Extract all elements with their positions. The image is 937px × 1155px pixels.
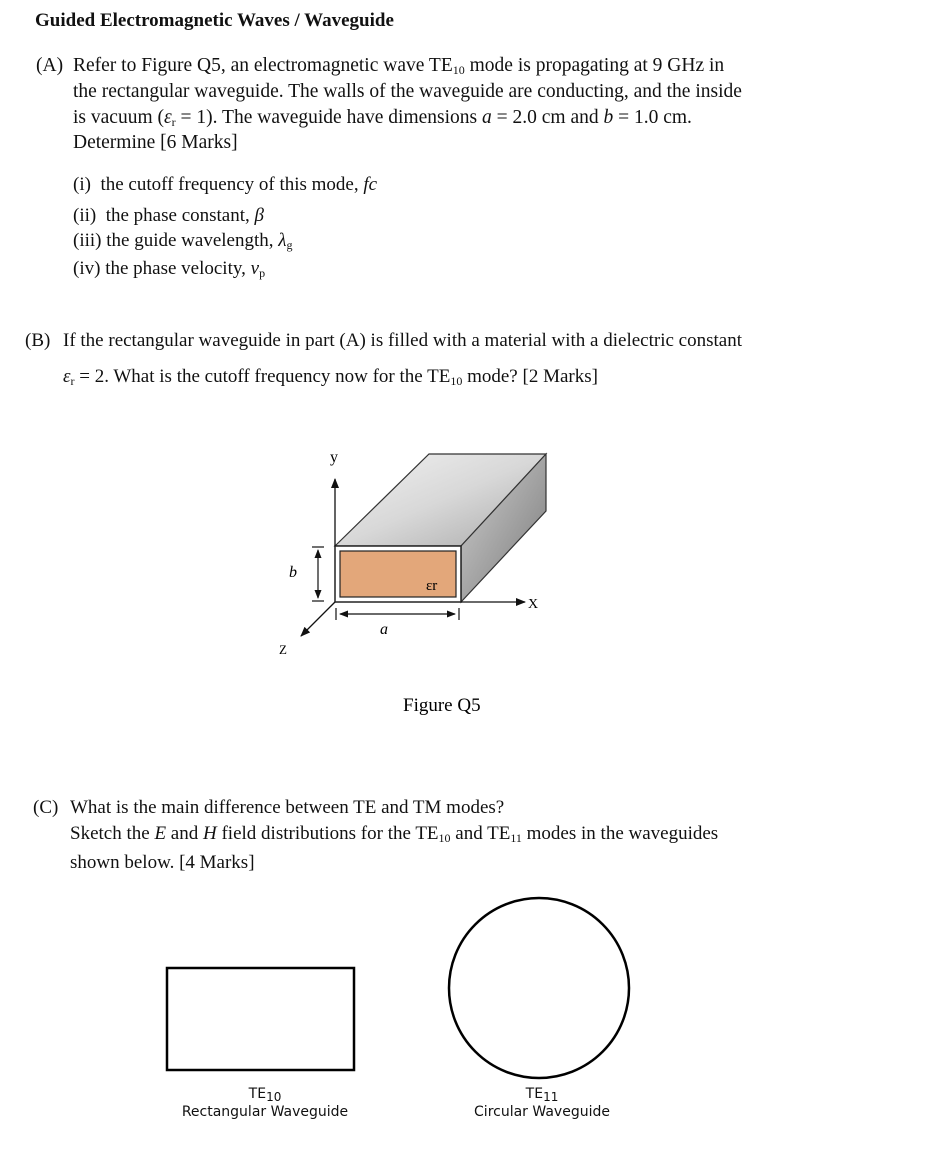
part-c-line-1: What is the main difference between TE and TM modes? <box>70 797 505 818</box>
part-a-label: (A) <box>36 55 64 76</box>
part-a-item-iii: (iii) the guide wavelength, $\lambda_g$ <box>73 230 293 252</box>
a-dimension-label: a <box>380 621 388 638</box>
circ-mode-label: $TE_{11}$ <box>525 1086 559 1104</box>
z-axis-label: Z <box>279 642 287 657</box>
rectangular-waveguide-caption <box>160 1085 370 1121</box>
part-a-item-ii: (ii) the phase constant, β <box>73 205 264 226</box>
part-a-line-3: is vacuum $(\varepsilon_r = 1)$. The waveguide have dimensions a = 2.0 cm and b = 1.0 cm. <box>73 107 692 129</box>
circular-waveguide-outline <box>449 898 629 1078</box>
part-c-line-3: shown below. [4 Marks] <box>70 852 255 873</box>
b-dimension-label: b <box>289 564 297 581</box>
z-axis <box>301 602 335 636</box>
y-axis-label: y <box>330 449 338 466</box>
epsilon-r-label: εr <box>426 578 438 594</box>
part-a-item-iv: (iv) the phase velocity, $v_p$ <box>73 258 266 280</box>
figure-caption: Figure Q5 <box>403 695 481 716</box>
part-a-item-i: (i) the cutoff frequency of this mode, fc <box>73 174 378 195</box>
dielectric-fill <box>340 551 456 597</box>
part-c-line-2: Sketch the E and H field distributions for the $TE_{10}$ and $TE_{11}$ modes in the waveguides <box>70 823 719 845</box>
circ-type-label: Circular Waveguide <box>474 1104 610 1120</box>
circular-waveguide-caption <box>442 1085 642 1121</box>
part-c-label: (C) <box>33 797 59 818</box>
rect-mode-label: $TE_{10}$ <box>248 1086 282 1104</box>
page-title: Guided Electromagnetic Waves / Waveguide <box>35 10 394 31</box>
part-b-line-2: $\varepsilon_r = 2$. What is the cutoff frequency now for the $TE_{10}$ mode? [2 Marks] <box>63 366 598 388</box>
part-b-line-1: If the rectangular waveguide in part (A) is filled with a material with a dielectric constant <box>63 330 742 351</box>
part-a-line-4: Determine [6 Marks] <box>73 132 238 153</box>
part-a-line-2: the rectangular waveguide. The walls of the waveguide are conducting, and the inside <box>73 81 742 102</box>
rect-type-label: Rectangular Waveguide <box>181 1104 349 1120</box>
part-b-label: (B) <box>25 330 51 351</box>
rectangular-waveguide-outline <box>167 968 354 1070</box>
x-axis-label: X <box>528 597 539 612</box>
part-a-line-1: Refer to Figure Q5, an electromagnetic wave $TE_{10}$ mode is propagating at 9 GHz in <box>73 55 725 77</box>
